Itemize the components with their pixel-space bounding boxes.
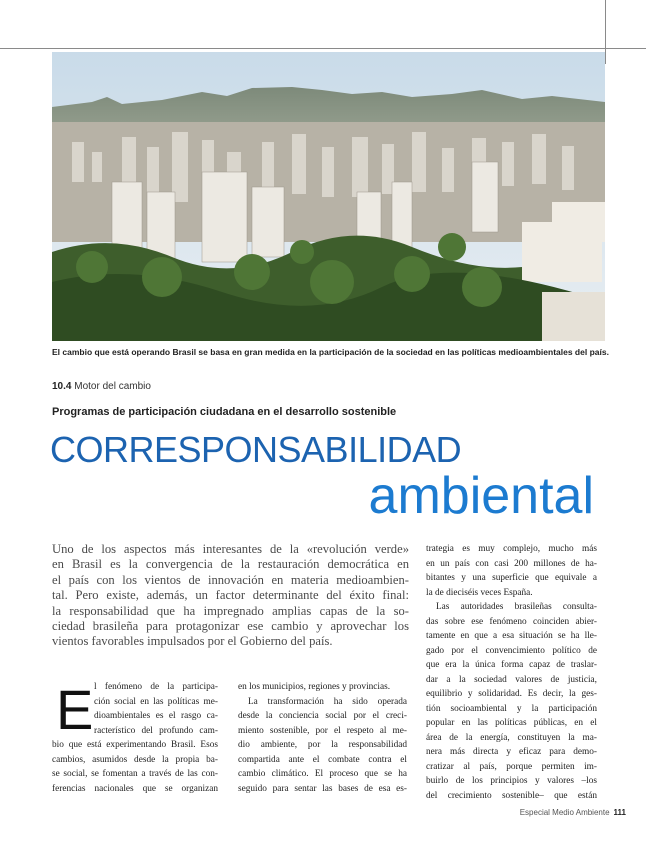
footer-label: Especial Medio Ambiente <box>519 808 610 817</box>
section-name: Motor del cambio <box>74 381 151 392</box>
title-line-1: CORRESPONSABILIDAD <box>50 429 462 470</box>
body-line: tión socioambiental y la participación <box>426 703 597 714</box>
lead-line: ciedad brasileña para protagonizar ese cambio y aprovechar los <box>52 619 409 634</box>
body-column-2 <box>238 680 407 796</box>
body-column-1 <box>52 680 218 796</box>
body-line: tamente en que a esa situación se ha lle- <box>426 631 597 641</box>
lead-line: en Brasil es la convergencia de la restauración democrática en <box>52 557 409 572</box>
lead-line: Uno de los aspectos más interesantes de la «revolución verde» <box>52 542 409 556</box>
city-photo <box>52 52 605 341</box>
body-line: se social, se fomentan a través de las con- <box>52 769 218 779</box>
body-line: popular en las políticas públicas, en el <box>426 718 597 728</box>
article-subtitle: Programas de participación ciudadana en el desarrollo sostenible <box>52 406 397 418</box>
body-line: dar a la sociedad valores de justicia, <box>426 674 597 685</box>
body-line: La transformación ha sido operada <box>248 696 407 707</box>
body-line: gado por el convencimiento político de <box>426 645 597 656</box>
body-line: en los municipios, regiones y provincias. <box>238 682 391 692</box>
body-line: dio ambiente, por la responsabilidad <box>238 740 407 750</box>
body-line: desde la conciencia social por el creci- <box>238 711 407 721</box>
body-line: en un país con casi 200 millones de ha- <box>426 558 597 569</box>
lead-line: vientos favorables impulsados por el Gobierno del país. <box>52 634 333 649</box>
lead-line: la responsabilidad que ha impregnado amplias capas de la so- <box>52 603 409 618</box>
drop-cap: E <box>56 678 94 741</box>
body-line: seguido para sentar las bases de esa es- <box>238 783 407 794</box>
section-heading <box>52 381 151 392</box>
body-line: miento sostenible, por el respeto al me- <box>238 725 407 736</box>
page-number: 111 <box>613 808 626 817</box>
body-line: que era la única forma capaz de traslar- <box>426 660 597 670</box>
corner-rule <box>605 0 606 64</box>
body-line: ferencias nacionales que se organizan <box>52 783 218 794</box>
body-line: ción social en las políticas me- <box>94 696 218 707</box>
body-line: bitantes y una superficie que equivale a <box>426 573 597 583</box>
body-line: bio que está experimentando Brasil. Esos <box>52 740 218 750</box>
body-line: l fenómeno de la participa- <box>94 682 218 692</box>
body-line: Las autoridades brasileñas consulta- <box>436 602 597 612</box>
section-number: 10.4 <box>52 381 72 392</box>
body-line: das sobre ese fenómeno coinciden abier- <box>426 616 597 627</box>
body-column-3 <box>426 542 597 803</box>
body-line: área de la energía, constituyen la ma- <box>426 732 597 743</box>
body-line: cratizar al país, porque permiten im- <box>426 761 597 772</box>
title-line-2: ambiental <box>368 467 594 525</box>
body-line: trategia es muy complejo, mucho más <box>426 544 597 554</box>
body-line: racterístico del profundo cam- <box>94 725 218 736</box>
body-line: dioambientales es el rasgo ca- <box>94 711 218 721</box>
lead-paragraph <box>52 542 409 650</box>
body-line: cambio climático. El proceso que se ha <box>238 769 407 779</box>
body-line: equilibrio y solidaridad. Es decir, la ges- <box>426 689 597 699</box>
photo-caption: El cambio que está operando Brasil se basa en gran medida en la participación de la sociedad en las políticas medioambientales del país. <box>52 347 609 357</box>
body-line: buirlo de los principios y valores –los <box>426 776 597 786</box>
page-footer <box>520 808 626 817</box>
body-line: del crecimiento sostenible– que están <box>426 790 597 801</box>
body-line: la de dieciséis veces España. <box>426 587 533 598</box>
body-line: compartida ante el combate contra el <box>238 754 407 765</box>
body-line: cambios, asumidos desde la propia ba- <box>52 754 218 765</box>
lead-line: el país con los vientos de innovación en materia medioambien- <box>52 572 409 587</box>
top-rule <box>0 48 646 49</box>
body-line: nera más directa y eficaz para demo- <box>426 747 597 757</box>
lead-line: tal. Pero existe, además, un factor determinante del éxito final: <box>52 588 409 603</box>
